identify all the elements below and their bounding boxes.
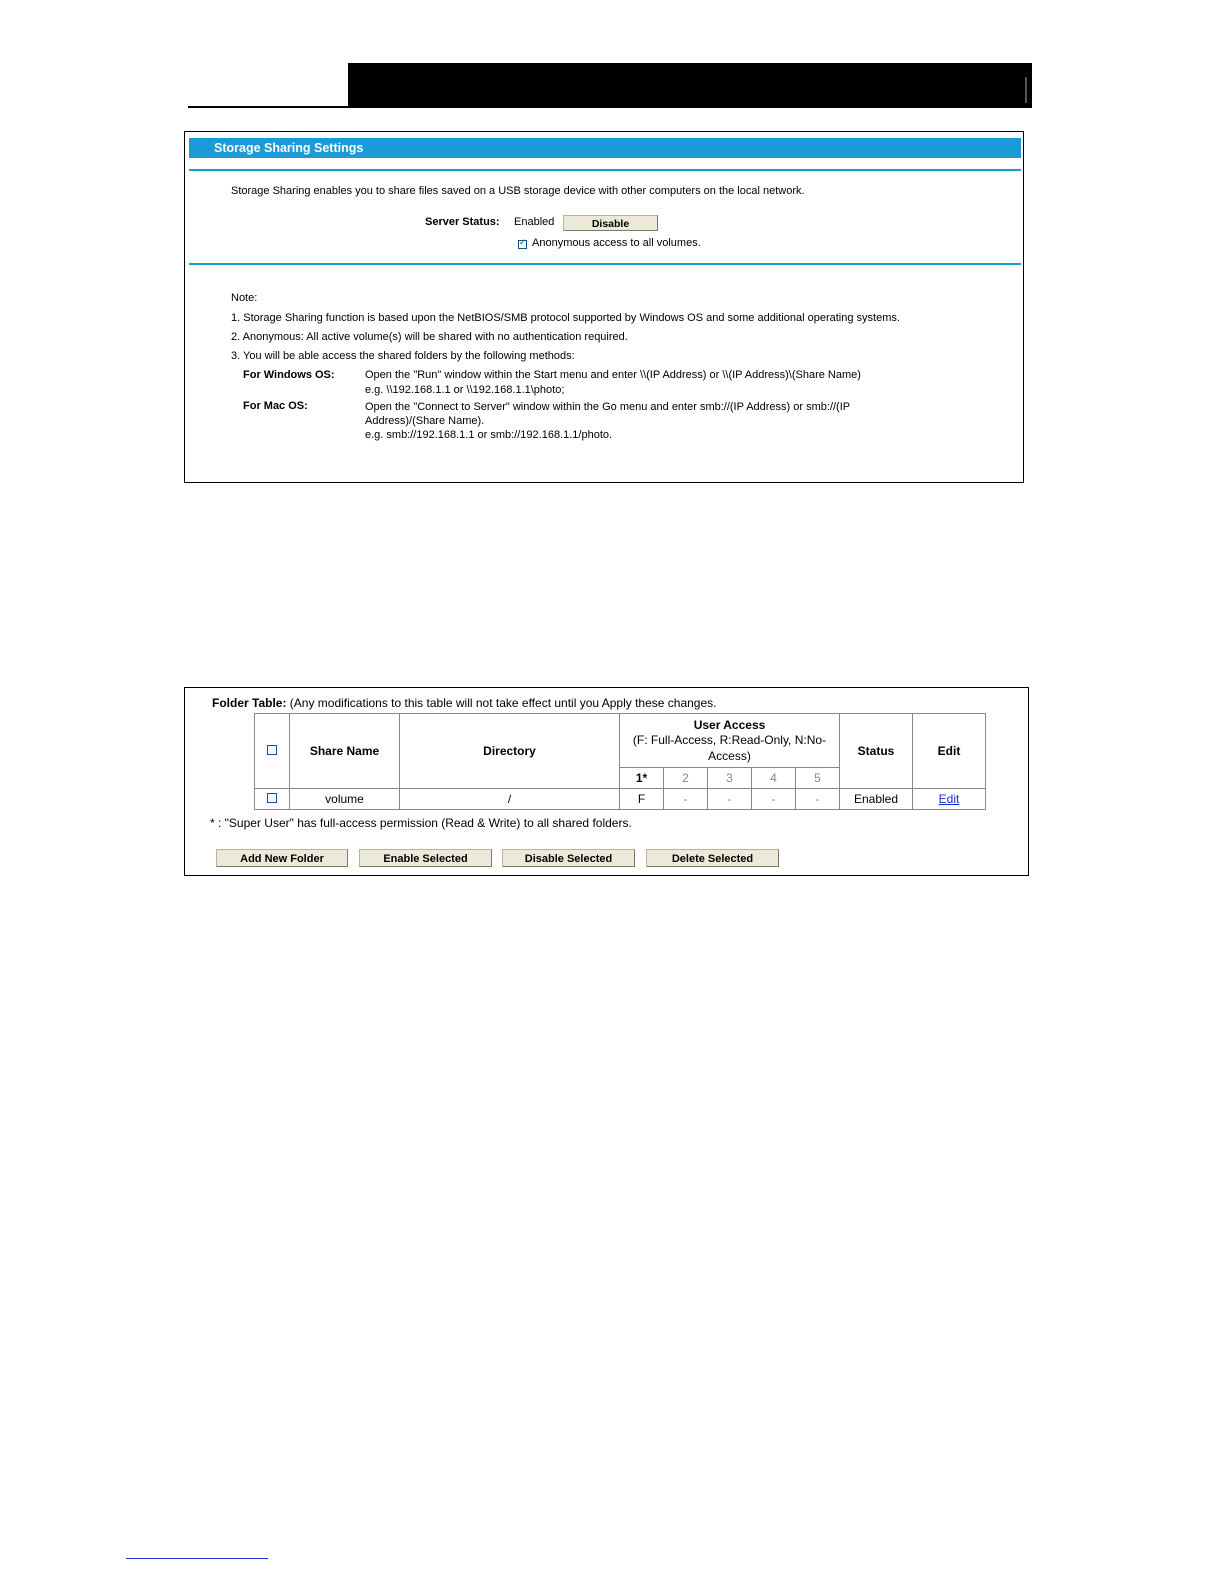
windows-os-instruction: Open the "Run" window within the Start menu and enter \\(IP Address) or \\(IP Address)\(Share Name) [365, 369, 861, 381]
row-access-user-3: - [708, 789, 752, 810]
note-item-1: 1. Storage Sharing function is based upon the NetBIOS/SMB protocol supported by Windows OS and some additional operating systems. [231, 312, 900, 324]
super-user-footnote: * : "Super User" has full-access permission (Read & Write) to all shared folders. [210, 816, 632, 830]
user-4-header: 4 [752, 768, 796, 789]
user-5-header: 5 [796, 768, 840, 789]
note-label: Note: [231, 292, 258, 304]
storage-sharing-panel [184, 131, 1024, 483]
row-checkbox[interactable] [267, 793, 277, 803]
anonymous-access-label: Anonymous access to all volumes. [532, 237, 701, 249]
user-access-header [620, 714, 840, 768]
mac-os-instruction-cont: Address)/(Share Name). [365, 415, 485, 427]
windows-os-label: For Windows OS: [243, 369, 335, 381]
disable-selected-button[interactable]: Disable Selected [502, 849, 635, 867]
row-access-user-1: F [620, 789, 664, 810]
select-all-cell [255, 714, 290, 789]
server-status-label: Server Status: [425, 216, 500, 228]
add-new-folder-button[interactable]: Add New Folder [216, 849, 348, 867]
page-header-bar [348, 63, 1032, 108]
title-underline [189, 169, 1021, 171]
row-edit-link[interactable]: Edit [938, 792, 960, 806]
delete-selected-button[interactable]: Delete Selected [646, 849, 779, 867]
table-row [255, 789, 986, 810]
footer-link-underline [126, 1558, 268, 1559]
anonymous-access-checkbox[interactable] [518, 240, 527, 249]
row-access-user-2: - [664, 789, 708, 810]
panel-title: Storage Sharing Settings [189, 138, 1021, 158]
folder-table-caption [212, 696, 716, 710]
row-directory: / [400, 789, 620, 810]
windows-os-example: e.g. \\192.168.1.1 or \\192.168.1.1\photo; [365, 384, 565, 396]
row-share-name: volume [290, 789, 400, 810]
note-item-2: 2. Anonymous: All active volume(s) will be shared with no authentication required. [231, 331, 628, 343]
share-name-header: Share Name [290, 714, 400, 789]
mac-os-label: For Mac OS: [243, 400, 308, 412]
row-edit-cell [913, 789, 986, 810]
header-divider [1025, 77, 1027, 103]
server-status-value: Enabled [514, 216, 555, 228]
folder-table-panel [184, 687, 1029, 876]
edit-header: Edit [913, 714, 986, 789]
user-access-title: User Access [693, 717, 766, 732]
user-2-header: 2 [664, 768, 708, 789]
folder-table-note: (Any modifications to this table will not take effect until you Apply these changes. [286, 696, 717, 710]
section-divider [189, 263, 1021, 265]
directory-header: Directory [400, 714, 620, 789]
row-select-cell [255, 789, 290, 810]
intro-text: Storage Sharing enables you to share files saved on a USB storage device with other computers on the local network. [231, 185, 805, 197]
disable-button[interactable]: Disable [563, 215, 658, 231]
user-3-header: 3 [708, 768, 752, 789]
row-status: Enabled [840, 789, 913, 810]
folder-table [254, 713, 986, 810]
header-rule [188, 106, 348, 108]
note-item-3: 3. You will be able access the shared folders by the following methods: [231, 350, 575, 362]
row-access-user-4: - [752, 789, 796, 810]
mac-os-example: e.g. smb://192.168.1.1 or smb://192.168.1.1/photo. [365, 429, 613, 441]
enable-selected-button[interactable]: Enable Selected [359, 849, 492, 867]
select-all-checkbox[interactable] [267, 745, 277, 755]
user-1-header: 1* [620, 768, 664, 789]
user-access-legend: (F: Full-Access, R:Read-Only, N:No-Access) [632, 732, 827, 763]
row-access-user-5: - [796, 789, 840, 810]
folder-table-label: Folder Table: [212, 696, 287, 710]
status-header: Status [840, 714, 913, 789]
mac-os-instruction: Open the "Connect to Server" window within the Go menu and enter smb://(IP Address) or smb://(IP [365, 401, 851, 413]
